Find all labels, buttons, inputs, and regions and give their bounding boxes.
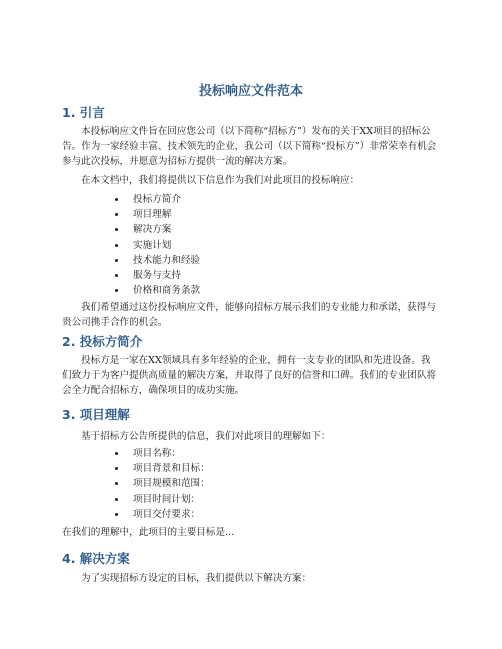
bidder-profile-paragraph: 投标方是一家在XX领域具有多年经验的企业，拥有一支专业的团队和先进设备。我们致力于为客户提供高质量的解决方案，并取得了良好的信誉和口碑。我们的专业团队将会全力配合招标方，确保项目的成功实施。 (62, 355, 437, 396)
list-item: 投标方简介 (62, 192, 200, 207)
project-understanding-lead-in: 基于招标方公告所提供的信息，我们对此项目的理解如下： (81, 431, 331, 442)
list-item: 项目理解 (62, 207, 200, 222)
project-understanding-closing: 在我们的理解中，此项目的主要目标是... (62, 527, 235, 538)
section-heading-bidder-profile: 2. 投标方简介 (62, 334, 143, 349)
solution-lead-in: 为了实现招标方设定的目标，我们提供以下解决方案： (81, 573, 312, 584)
intro-lead-in: 在本文档中，我们将提供以下信息作为我们对此项目的投标响应： (81, 175, 360, 186)
list-item: 项目交付要求： (62, 507, 210, 522)
list-item: 技术能力和经验 (62, 253, 200, 268)
list-item: 服务与支持 (62, 268, 200, 283)
section-heading-introduction: 1. 引言 (62, 105, 105, 120)
document-title: 投标响应文件范本 (198, 84, 303, 99)
project-understanding-list (62, 446, 210, 522)
list-item: 项目规模和范围： (62, 476, 210, 491)
list-item: 实施计划 (62, 238, 200, 253)
intro-closing: 我们希望通过这份投标响应文件，能够向招标方展示我们的专业能力和承诺，获得与贵公司携手合作的机会。 (62, 302, 436, 328)
section-heading-solution: 4. 解决方案 (62, 551, 130, 566)
list-item: 项目时间计划： (62, 492, 210, 507)
list-item: 解决方案 (62, 222, 200, 237)
response-contents-list (62, 192, 200, 298)
section-heading-project-understanding: 3. 项目理解 (62, 407, 130, 422)
list-item: 项目背景和目标： (62, 461, 210, 476)
list-item: 价格和商务条款 (62, 283, 200, 298)
list-item: 项目名称： (62, 446, 210, 461)
intro-paragraph: 本投标响应文件旨在回应您公司（以下简称“招标方”）发布的关于XX项目的招标公告。作为一家经验丰富、技术领先的企业，我公司（以下简称“投标方”）非常荣幸有机会参与此次投标，并愿意为招标方提供一流的解决方案。 (62, 126, 437, 167)
